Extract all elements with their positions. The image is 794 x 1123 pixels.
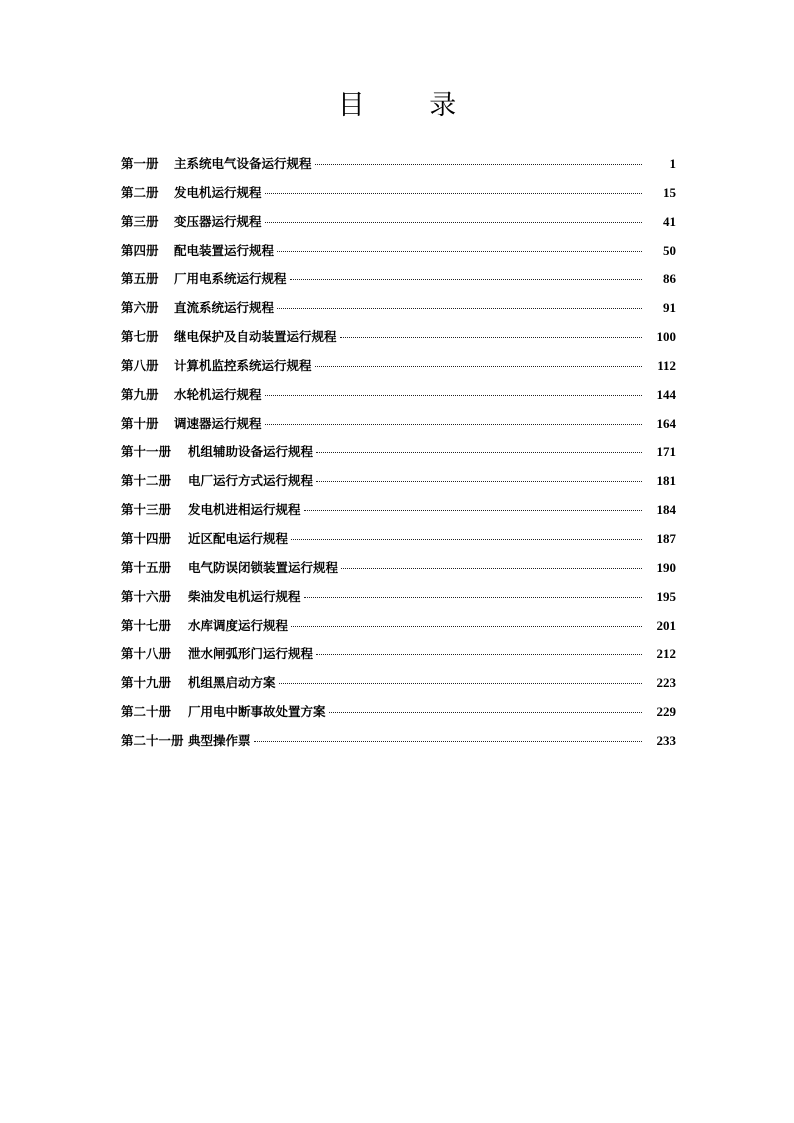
toc-entry[interactable] bbox=[121, 154, 676, 183]
toc-title: 水轮机运行规程 bbox=[174, 386, 262, 402]
toc-volume: 第二十册 bbox=[121, 704, 172, 720]
toc-entry[interactable] bbox=[121, 644, 676, 673]
toc-page-number: 100 bbox=[656, 329, 676, 345]
toc-title: 计算机监控系统运行规程 bbox=[174, 357, 312, 373]
toc-entry[interactable] bbox=[121, 616, 676, 645]
toc-volume: 第九册 bbox=[121, 386, 159, 402]
toc-entry[interactable] bbox=[121, 327, 676, 356]
toc-volume: 第七册 bbox=[121, 329, 159, 345]
dot-leader bbox=[265, 222, 642, 223]
dot-leader bbox=[279, 683, 642, 684]
dot-leader bbox=[315, 366, 642, 367]
toc-entry[interactable] bbox=[121, 385, 676, 414]
toc-title: 主系统电气设备运行规程 bbox=[174, 156, 312, 171]
toc-page-number: 50 bbox=[663, 242, 676, 258]
toc-title: 变压器运行规程 bbox=[174, 213, 262, 229]
toc-page-number: 86 bbox=[663, 271, 676, 287]
toc-volume: 第十一册 bbox=[121, 444, 172, 460]
dot-leader bbox=[265, 424, 642, 425]
toc-volume: 第六册 bbox=[121, 300, 159, 316]
toc-title: 发电机运行规程 bbox=[174, 184, 262, 200]
toc-entry[interactable] bbox=[121, 298, 676, 327]
toc-title: 调速器运行规程 bbox=[174, 415, 262, 431]
toc-title: 水库调度运行规程 bbox=[188, 617, 289, 633]
toc-entry[interactable] bbox=[121, 414, 676, 443]
toc-title: 电气防误闭锁装置运行规程 bbox=[188, 559, 339, 575]
toc-page-number: 190 bbox=[656, 559, 676, 575]
toc-entry[interactable] bbox=[121, 702, 676, 731]
dot-leader bbox=[290, 279, 642, 280]
dot-leader bbox=[277, 251, 642, 252]
toc-volume: 第四册 bbox=[121, 242, 159, 258]
toc-title: 厂用电中断事故处置方案 bbox=[188, 704, 326, 720]
toc-volume: 第十三册 bbox=[121, 502, 172, 518]
toc-title: 厂用电系统运行规程 bbox=[174, 271, 287, 287]
toc-volume: 第十九册 bbox=[121, 675, 172, 691]
toc-entry[interactable] bbox=[121, 442, 676, 471]
toc-title: 配电装置运行规程 bbox=[174, 242, 275, 258]
dot-leader bbox=[277, 308, 642, 309]
toc-volume: 第十册 bbox=[121, 415, 159, 431]
toc-page-number: 41 bbox=[663, 213, 676, 229]
toc-page-number: 233 bbox=[656, 732, 676, 748]
toc-page-number: 187 bbox=[656, 530, 676, 546]
page-title: 目 录 bbox=[337, 90, 485, 121]
toc-volume: 第十二册 bbox=[121, 473, 172, 489]
toc-page-number: 181 bbox=[656, 473, 676, 489]
toc-page-number: 229 bbox=[656, 704, 676, 720]
toc-title: 机组辅助设备运行规程 bbox=[188, 444, 314, 460]
dot-leader bbox=[316, 452, 642, 453]
table-of-contents bbox=[121, 154, 676, 760]
toc-volume: 第十八册 bbox=[121, 646, 172, 662]
dot-leader bbox=[340, 337, 642, 338]
toc-page-number: 1 bbox=[669, 156, 676, 171]
toc-entry[interactable] bbox=[121, 471, 676, 500]
toc-entry[interactable] bbox=[121, 212, 676, 241]
toc-volume: 第十五册 bbox=[121, 559, 172, 575]
toc-page-number: 184 bbox=[656, 502, 676, 518]
toc-page-number: 212 bbox=[656, 646, 676, 662]
toc-title: 近区配电运行规程 bbox=[188, 530, 289, 546]
dot-leader bbox=[254, 741, 642, 742]
toc-entry[interactable] bbox=[121, 558, 676, 587]
toc-entry[interactable] bbox=[121, 356, 676, 385]
toc-page-number: 164 bbox=[656, 415, 676, 431]
toc-page-number: 171 bbox=[656, 444, 676, 460]
toc-entry[interactable] bbox=[121, 269, 676, 298]
toc-volume: 第十七册 bbox=[121, 617, 172, 633]
toc-volume: 第三册 bbox=[121, 213, 159, 229]
dot-leader bbox=[265, 395, 642, 396]
toc-title: 继电保护及自动装置运行规程 bbox=[174, 329, 337, 345]
toc-title: 柴油发电机运行规程 bbox=[188, 588, 301, 604]
dot-leader bbox=[315, 164, 642, 165]
dot-leader bbox=[291, 539, 642, 540]
toc-title: 直流系统运行规程 bbox=[174, 300, 275, 316]
dot-leader bbox=[304, 597, 642, 598]
toc-page-number: 91 bbox=[663, 300, 676, 316]
dot-leader bbox=[316, 654, 642, 655]
toc-entry[interactable] bbox=[121, 673, 676, 702]
dot-leader bbox=[304, 510, 642, 511]
dot-leader bbox=[291, 626, 642, 627]
toc-page-number: 144 bbox=[656, 386, 676, 402]
toc-page-number: 195 bbox=[656, 588, 676, 604]
toc-entry[interactable] bbox=[121, 731, 676, 760]
toc-page-number: 112 bbox=[657, 357, 676, 373]
toc-volume: 第十四册 bbox=[121, 530, 172, 546]
toc-entry[interactable] bbox=[121, 587, 676, 616]
toc-page-number: 15 bbox=[663, 184, 676, 200]
toc-volume: 第十六册 bbox=[121, 588, 172, 604]
toc-title: 发电机进相运行规程 bbox=[188, 502, 301, 518]
toc-entry[interactable] bbox=[121, 241, 676, 270]
toc-title: 泄水闸弧形门运行规程 bbox=[188, 646, 314, 662]
toc-volume: 第二十一册 bbox=[121, 732, 184, 748]
toc-volume: 第二册 bbox=[121, 184, 159, 200]
toc-title: 电厂运行方式运行规程 bbox=[188, 473, 314, 489]
toc-volume: 第五册 bbox=[121, 271, 159, 287]
toc-title: 机组黑启动方案 bbox=[188, 675, 276, 691]
toc-volume: 第一册 bbox=[121, 156, 159, 171]
dot-leader bbox=[265, 193, 642, 194]
toc-entry[interactable] bbox=[121, 500, 676, 529]
toc-entry[interactable] bbox=[121, 183, 676, 212]
toc-page-number: 223 bbox=[656, 675, 676, 691]
dot-leader bbox=[329, 712, 642, 713]
dot-leader bbox=[341, 568, 642, 569]
toc-entry[interactable] bbox=[121, 529, 676, 558]
dot-leader bbox=[316, 481, 642, 482]
toc-volume: 第八册 bbox=[121, 357, 159, 373]
toc-page-number: 201 bbox=[656, 617, 676, 633]
toc-title: 典型操作票 bbox=[188, 732, 251, 748]
